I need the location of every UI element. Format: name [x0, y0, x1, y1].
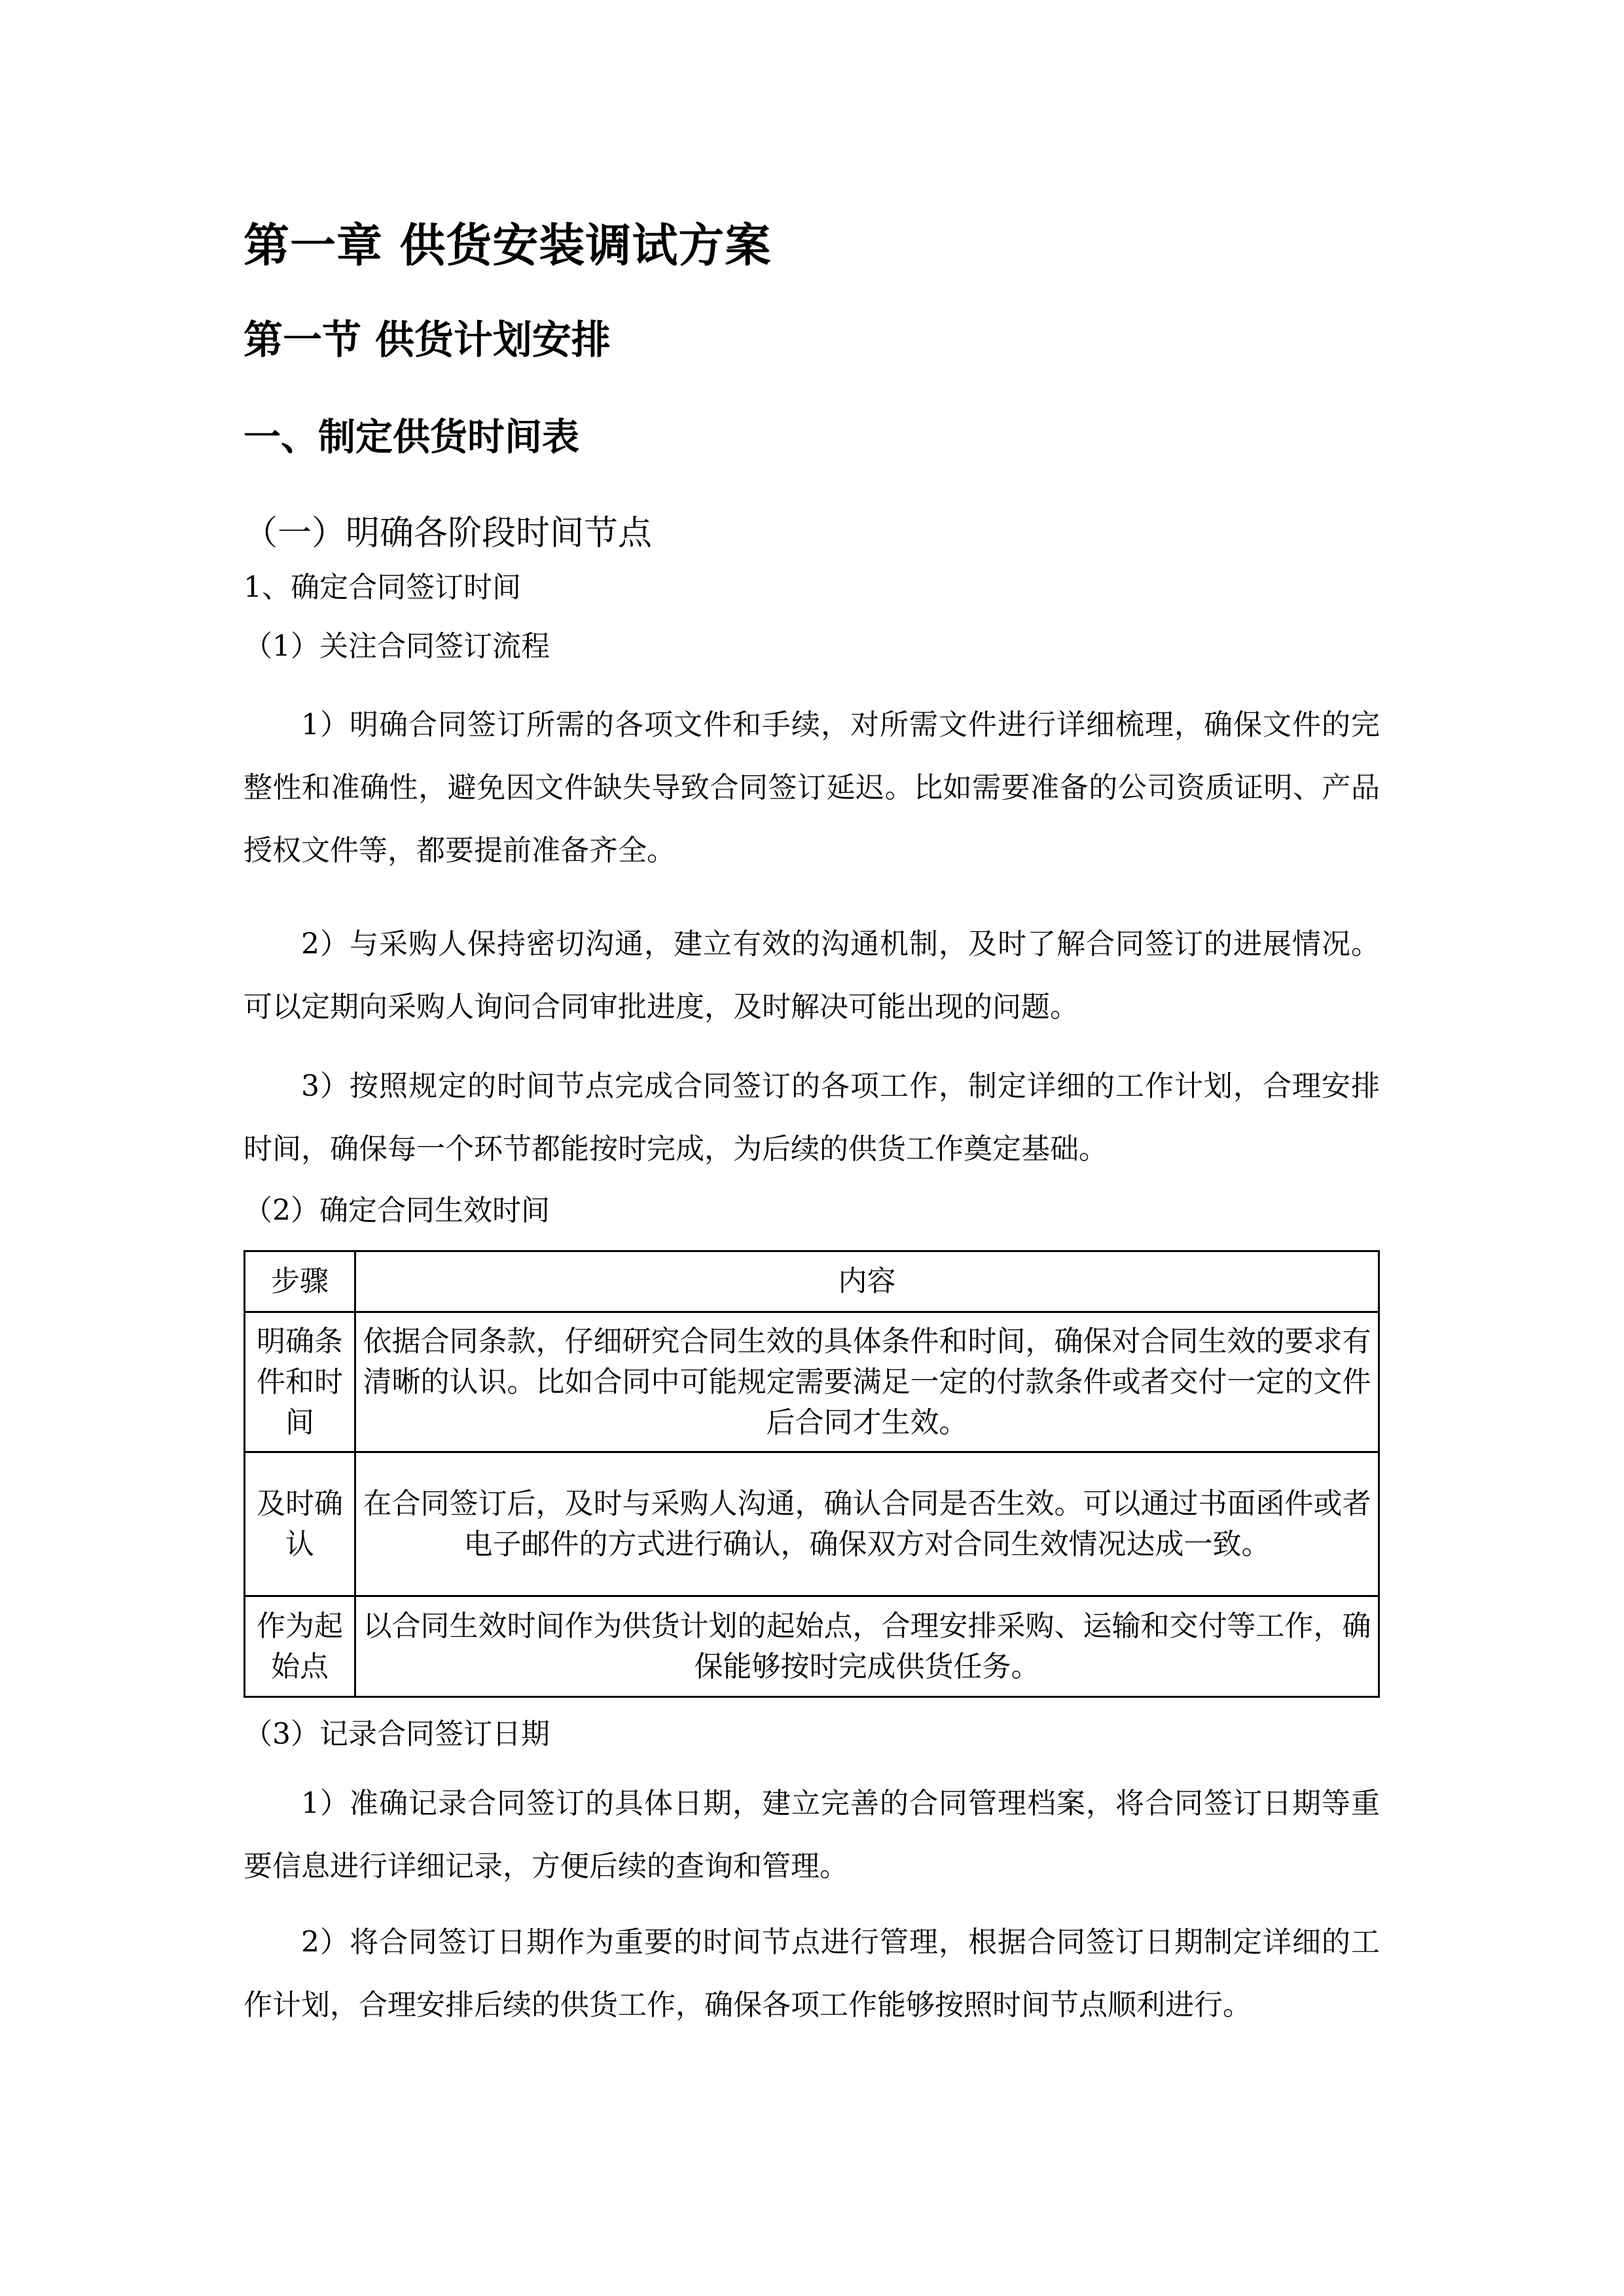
table-cell-step: 明确条件和时间: [245, 1312, 355, 1452]
part-1-title: （1）关注合同签订流程: [244, 630, 550, 663]
table-header-row: [245, 1251, 1379, 1312]
item-1-title: 1、确定合同签订时间: [244, 571, 521, 604]
part-1-paragraph-2: 2）与采购人保持密切沟通，建立有效的沟通机制，及时了解合同签订的进展情况。可以定期向采购人询问合同审批进度，及时解决可能出现的问题。: [244, 927, 1380, 1024]
part-3-title: （3）记录合同签订日期: [244, 1717, 550, 1751]
table-header-content: 内容: [355, 1251, 1379, 1312]
part-1-paragraph-3: 3）按照规定的时间节点完成合同签订的各项工作，制定详细的工作计划，合理安排时间，确保每一个环节都能按时完成，为后续的供货工作奠定基础。: [244, 1069, 1380, 1166]
part-3-paragraph-1: 1）准确记录合同签订的具体日期，建立完善的合同管理档案，将合同签订日期等重要信息进行详细记录，方便后续的查询和管理。: [244, 1787, 1380, 1883]
table-cell-content: 依据合同条款，仔细研究合同生效的具体条件和时间，确保对合同生效的要求有清晰的认识。比如合同中可能规定需要满足一定的付款条件或者交付一定的文件后合同才生效。: [355, 1312, 1379, 1452]
section-title: 第一节 供货计划安排: [244, 317, 611, 363]
table-cell-content: 以合同生效时间作为供货计划的起始点，合理安排采购、运输和交付等工作，确保能够按时完成供货任务。: [355, 1596, 1379, 1697]
part-2-title: （2）确定合同生效时间: [244, 1194, 550, 1227]
table-cell-content: 在合同签订后，及时与采购人沟通，确认合同是否生效。可以通过书面函件或者电子邮件的方式进行确认，确保双方对合同生效情况达成一致。: [355, 1452, 1379, 1596]
table-row: [245, 1312, 1379, 1452]
subsubsection-title: （一）明确各阶段时间节点: [244, 514, 653, 553]
table-header-step: 步骤: [245, 1251, 355, 1312]
part-1-paragraph-1: 1）明确合同签订所需的各项文件和手续，对所需文件进行详细梳理，确保文件的完整性和准确性，避免因文件缺失导致合同签订延迟。比如需要准备的公司资质证明、产品授权文件等，都要提前准备齐全。: [244, 708, 1380, 867]
chapter-title: 第一章 供货安装调试方案: [244, 219, 772, 272]
subsection-title: 一、制定供货时间表: [244, 416, 579, 459]
table-cell-step: 作为起始点: [245, 1596, 355, 1697]
table-cell-step: 及时确认: [245, 1452, 355, 1596]
part-3-paragraph-2: 2）将合同签订日期作为重要的时间节点进行管理，根据合同签订日期制定详细的工作计划，合理安排后续的供货工作，确保各项工作能够按照时间节点顺利进行。: [244, 1926, 1380, 2022]
contract-effective-table: [244, 1250, 1380, 1698]
table-row: [245, 1452, 1379, 1596]
table-row: [245, 1596, 1379, 1697]
